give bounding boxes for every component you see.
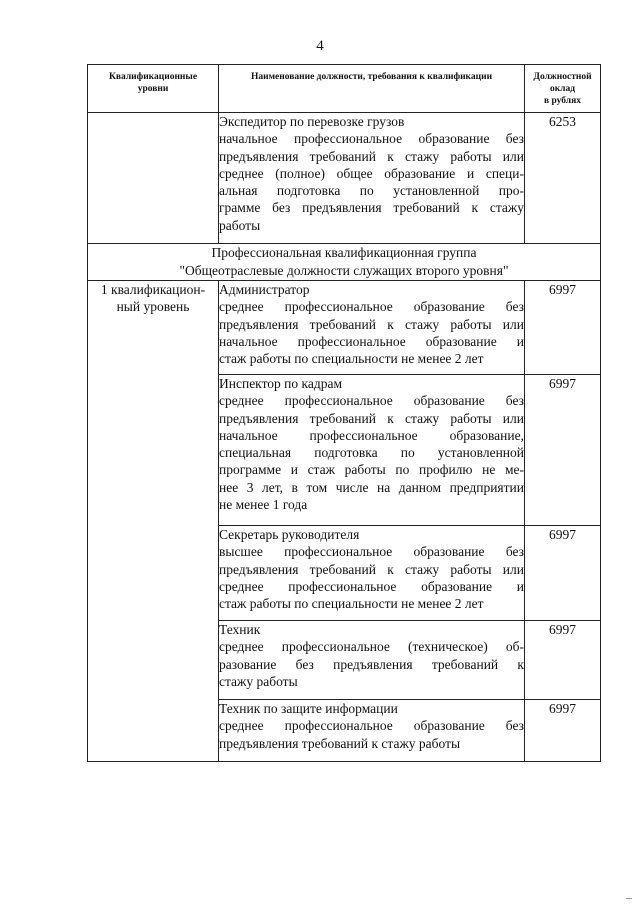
position-cell — [219, 281, 525, 375]
level-label-line-2: ный уровень — [116, 299, 190, 314]
salary-cell: 6997 — [525, 375, 601, 526]
requirement-line: начальное профессиональное образование и — [219, 333, 524, 349]
salary-cell: 6997 — [525, 700, 601, 762]
salary-cell: 6253 — [525, 113, 601, 244]
requirement-line: среднее профессиональное образование без — [219, 718, 524, 734]
group-title-cell — [88, 244, 601, 281]
requirement-line: предъявления требований к стажу работы или — [219, 316, 524, 332]
requirement-line: предъявления требований к стажу работы или — [219, 148, 524, 164]
table-row — [88, 281, 601, 375]
position-title: Инспектор по кадрам — [219, 376, 343, 391]
requirement-line: среднее профессиональное образование и — [219, 578, 524, 594]
position-cell — [219, 700, 525, 762]
requirement-line: среднее (полное) общее образование и специ- — [219, 165, 524, 181]
requirement-line: нее 3 лет, в том числе на данном предприятии — [219, 479, 524, 495]
position-cell — [219, 113, 525, 244]
requirement-line: стажу работы — [219, 673, 298, 689]
requirement-line: среднее профессиональное образование без — [219, 299, 524, 315]
header-levels-line-2: уровни — [137, 84, 169, 94]
requirement-line: предъявления требований к стажу работы или — [219, 561, 524, 577]
header-salary — [525, 65, 601, 113]
group-title-line-1: Профессиональная квалификационная группа — [211, 245, 477, 260]
position-title: Техник по защите информации — [219, 701, 398, 716]
scan-mark — [626, 898, 632, 899]
group-row — [88, 244, 601, 281]
header-position — [219, 65, 525, 113]
requirement-line: начальное профессиональное образование, — [219, 427, 524, 443]
requirement-line: среднее профессиональное образование без — [219, 393, 524, 409]
requirement-line: стаж работы по специальности не менее 2 лет — [219, 596, 484, 612]
table-header-row — [88, 65, 601, 113]
position-title: Секретарь руководителя — [219, 527, 360, 542]
table-row — [88, 113, 601, 244]
level-cell-empty — [88, 113, 219, 244]
requirement-line: специальная подготовка по установленной — [219, 445, 524, 461]
requirement-line: высшее профессиональное образование без — [219, 544, 524, 560]
level-label-line-1: 1 квалификацион- — [100, 282, 206, 297]
position-cell — [219, 375, 525, 526]
requirement-line: начальное профессиональное образование без — [219, 131, 524, 147]
requirement-line: среднее профессиональное (техническое) об- — [219, 639, 524, 655]
qualification-table — [87, 64, 601, 762]
requirement-line: альная подготовка по установленной про- — [219, 183, 524, 199]
requirement-line: не менее 1 года — [219, 497, 308, 513]
header-levels-line-1: Квалификационные — [108, 72, 198, 82]
requirement-line: разование без предъявления требований к — [219, 656, 524, 672]
requirement-line: предъявления требований к стажу работы или — [219, 410, 524, 426]
position-title: Техник — [219, 622, 261, 637]
requirement-line: грамме без предъявления требований к стажу — [219, 200, 524, 216]
page-number: 4 — [316, 38, 324, 54]
group-title-line-2: "Общеотраслевые должности служащих второго уровня" — [179, 263, 509, 278]
position-title: Экспедитор по перевозке грузов — [219, 114, 405, 129]
header-levels — [88, 65, 219, 113]
level-cell — [88, 281, 219, 762]
requirement-line: программе и стаж работы по профилю не ме- — [219, 462, 524, 478]
header-position-label: Наименование должности, требования к квалификации — [250, 72, 493, 82]
position-title: Администратор — [219, 282, 310, 297]
header-salary-line-3: в рублях — [543, 96, 582, 106]
header-salary-line-1: Должностной — [533, 72, 592, 82]
position-cell — [219, 621, 525, 700]
salary-cell: 6997 — [525, 281, 601, 375]
header-salary-line-2: оклад — [549, 84, 576, 94]
requirement-line: предъявления требований к стажу работы — [219, 735, 461, 751]
position-cell — [219, 526, 525, 621]
salary-cell: 6997 — [525, 526, 601, 621]
requirement-line: работы — [219, 217, 261, 233]
requirement-line: стаж работы по специальности не менее 2 лет — [219, 351, 484, 367]
salary-cell: 6997 — [525, 621, 601, 700]
